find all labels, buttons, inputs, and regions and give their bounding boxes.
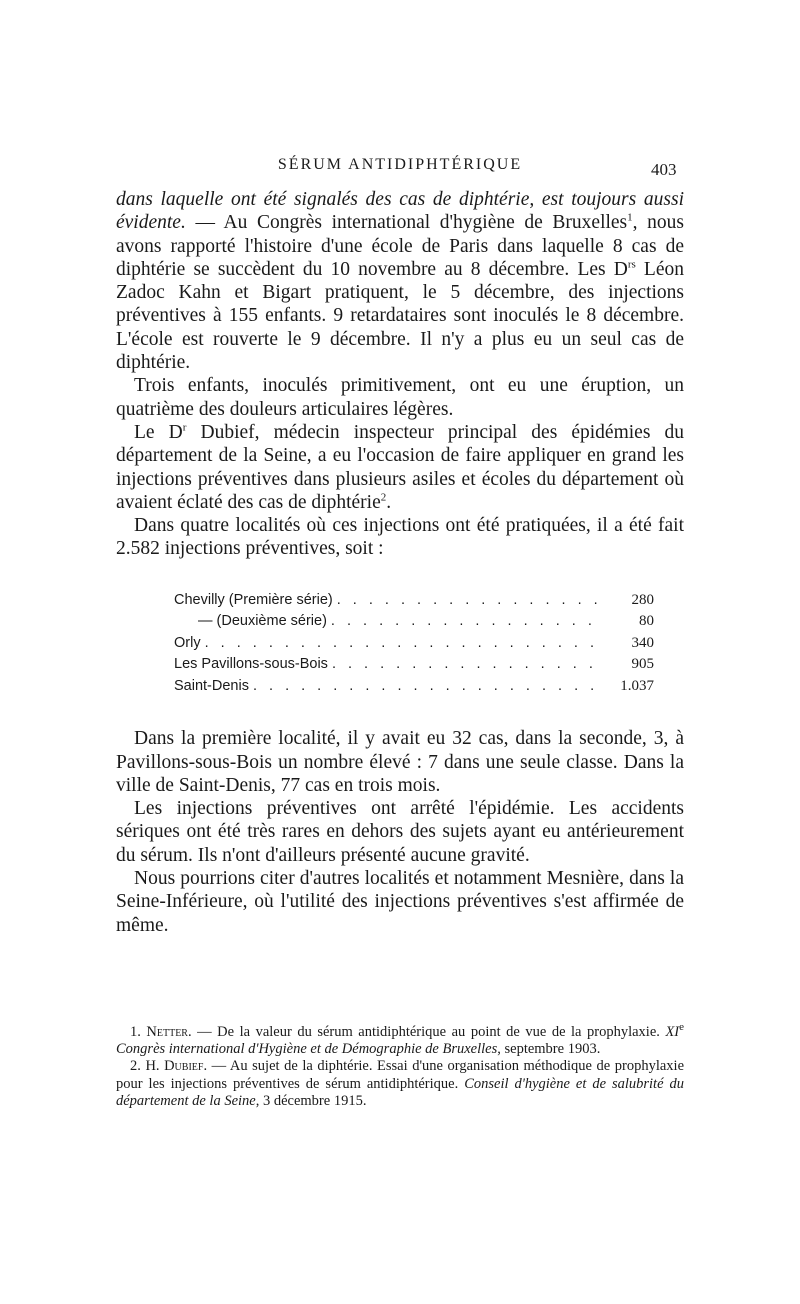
- paragraph-1: dans laquelle ont été signalés des cas de diphtérie, est toujours aussi évidente. — Au Congrès international d'hygiène de Bruxelles$^1$, nous avons rapporté l'histoire d'une école de Paris dans laquelle 8 cas de diphtérie se succèdent du 10 novembre au 8 décembre. Les $D^{rs}$ Léon Zadoc Kahn et Bigart pratiquent, le 5 décembre, des injections préventives à 155 enfants. 9 retardataires sont inoculés le 8 décembre. L'école est rouverte le 9 décembre. Il n'y a plus eu un seul cas de diphtérie.: [116, 189, 684, 374]
- body-text: [116, 188, 684, 937]
- injections-table: [174, 590, 654, 698]
- table-row: — (Deuxième série) . . . 80: [174, 611, 654, 633]
- table-row: Saint-Denis . . . 1.037: [174, 676, 654, 698]
- paragraph-7: Nous pourrions citer d'autres localités et notamment Mesnière, dans la Seine-Inférieure, où l'utilité des injections préventives s'est affirmée de même.: [116, 868, 684, 936]
- paragraph-6: Les injections préventives ont arrêté l'épidémie. Les accidents sériques ont été très rares en dehors des sujets ayant eu antérieurement du sérum. Ils n'ont d'ailleurs présenté aucune gravité.: [116, 798, 684, 866]
- footnotes: [116, 1021, 685, 1110]
- page-number: 403: [651, 160, 677, 179]
- paragraph-4: Dans quatre localités où ces injections ont été pratiquées, il a été fait 2.582 injections préventives, soit :: [116, 515, 684, 560]
- footnote-ref-2: 2: [380, 491, 387, 504]
- running-head: SÉRUM ANTIDIPHTÉRIQUE: [277, 156, 523, 173]
- footnote-ref-1: 1: [627, 211, 633, 224]
- footnote-1: 1. Netter. — De la valeur du sérum antidiphtérique au point de vue de la prophylaxie. XIe Congrès international d'Hygiène et de Démographie de Bruxelles, septembre 1903.: [116, 1021, 685, 1058]
- table-row: Chevilly (Première série) . . . 280: [174, 590, 654, 612]
- table-row: Les Pavillons-sous-Bois . . . 905: [174, 654, 654, 676]
- table-row: Orly . . . 340: [174, 633, 654, 655]
- paragraph-3: Le $D^r$ Dubief, médecin inspecteur principal des épidémies du département de la Seine, a eu l'occasion de faire appliquer en grand les injections préventives dans plusieurs asiles et écoles du département où avaient éclaté des cas de diphtérie$^2$.: [116, 421, 684, 513]
- footnote-2: 2. H. Dubief. — Au sujet de la diphtérie. Essai d'une organisation méthodique de prophylaxie pour les injections préventives de sérum antidiphtérique. Conseil d'hygiène et de salubrité du département de la Seine, 3 décembre 1915.: [116, 1058, 685, 1109]
- paragraph-2: Trois enfants, inoculés primitivement, ont eu une éruption, un quatrième des douleurs articulaires légères.: [116, 375, 684, 420]
- paragraph-5: Dans la première localité, il y avait eu 32 cas, dans la seconde, 3, à Pavillons-sous-Bois un nombre élevé : 7 dans une seule classe. Dans la ville de Saint-Denis, 77 cas en trois mois.: [116, 728, 684, 796]
